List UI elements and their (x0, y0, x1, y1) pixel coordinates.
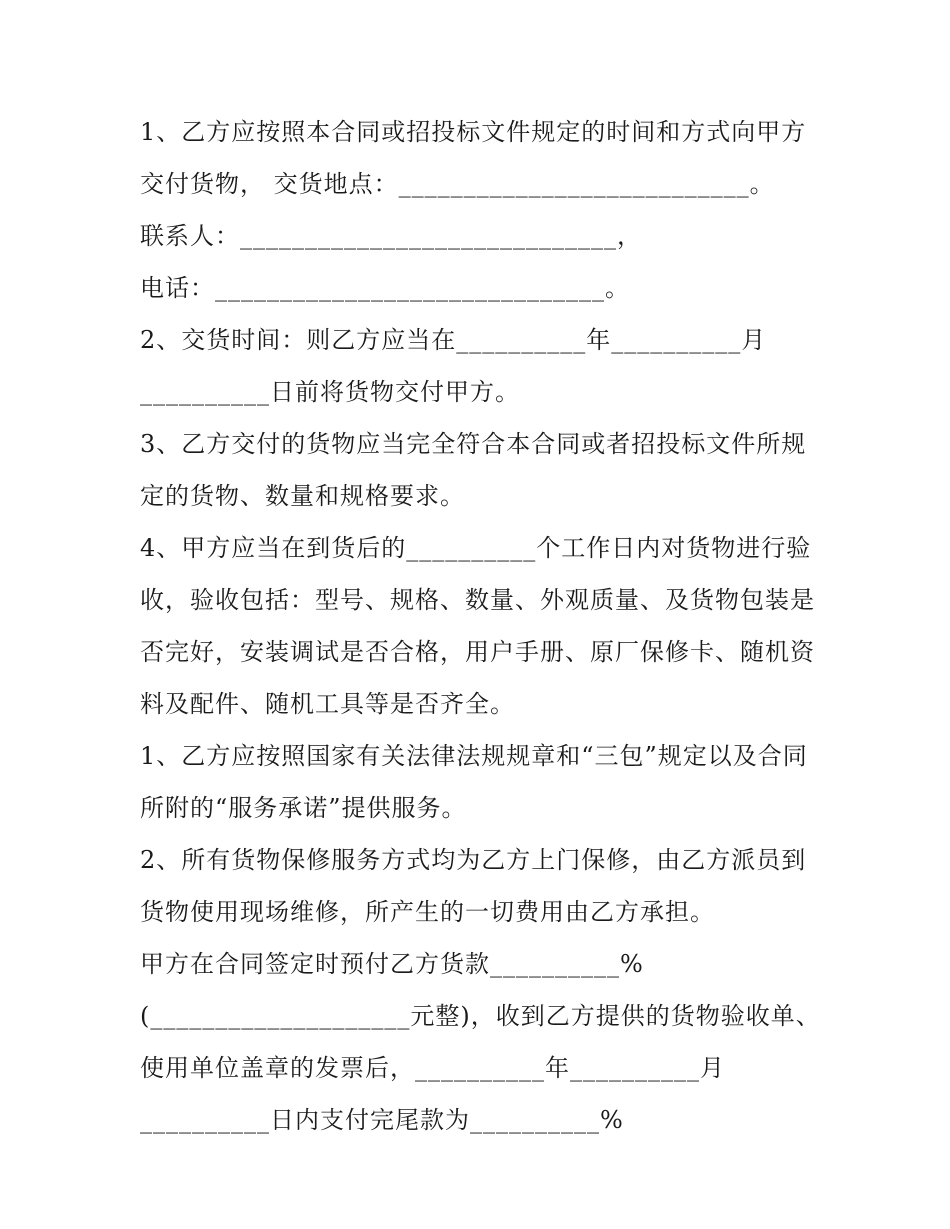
text-line: __________日前将货物交付甲方。 (140, 378, 520, 406)
document-body (140, 109, 820, 1149)
text-line: __________日内支付完尾款为__________% (140, 1106, 624, 1134)
text-line: 电话：______________________________。 (140, 274, 630, 302)
text-line: (____________________元整)，收到乙方提供的货物验收单、 (140, 1002, 821, 1030)
text-line: 否完好，安装调试是否合格，用户手册、原厂保修卡、随机资 (140, 638, 815, 666)
text-line: 货物使用现场维修，所产生的一切费用由乙方承担。 (140, 898, 715, 926)
text-line: 2、交货时间：则乙方应当在__________年__________月 (140, 326, 767, 354)
text-line: 联系人：_____________________________， (140, 222, 642, 250)
text-line: 收，验收包括：型号、规格、数量、外观质量、及货物包装是 (140, 586, 815, 614)
text-line: 定的货物、数量和规格要求。 (140, 482, 465, 510)
text-line: 1、乙方应按照国家有关法律法规规章和“三包”规定以及合同 (140, 742, 808, 770)
text-line: 交付货物， 交货地点：___________________________。 (140, 170, 775, 198)
text-line: 1、乙方应按照本合同或招投标文件规定的时间和方式向甲方 (140, 118, 807, 146)
text-line: 4、甲方应当在到货后的__________个工作日内对货物进行验 (140, 534, 812, 562)
text-line: 甲方在合同签定时预付乙方货款__________% (140, 950, 644, 978)
text-line: 3、乙方交付的货物应当完全符合本合同或者招投标文件所规 (140, 430, 807, 458)
text-line: 2、所有货物保修服务方式均为乙方上门保修，由乙方派员到 (140, 846, 807, 874)
text-line: 使用单位盖章的发票后，__________年__________月 (140, 1054, 725, 1082)
text-line: 所附的“服务承诺”提供服务。 (140, 794, 467, 822)
text-line: 料及配件、随机工具等是否齐全。 (140, 690, 515, 718)
